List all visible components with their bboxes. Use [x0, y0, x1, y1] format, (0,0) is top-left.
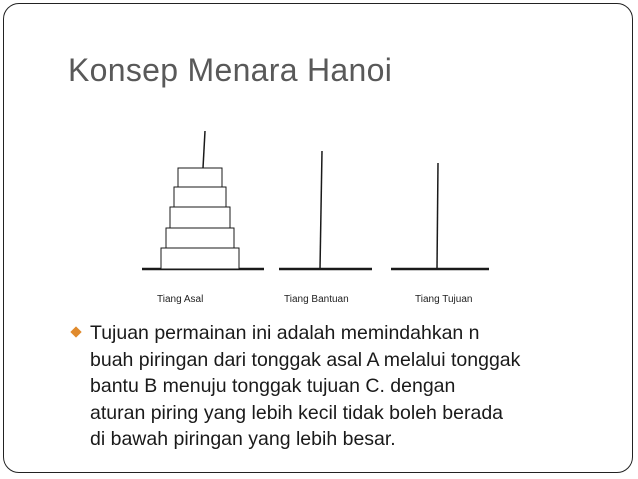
disk-1 [178, 168, 222, 187]
disk-3 [170, 207, 230, 228]
source-rod [203, 131, 205, 168]
peg-label-auxiliary: Tiang Bantuan [284, 294, 349, 305]
body-text: Tujuan permainan ini adalah memindahkan n buah piringan dari tonggak asal A melalui tonggak bantu B menuju tonggak tujuan C. dengan aturan piring yang lebih kecil tidak boleh berada di bawah piringan yang lebih besar. [90, 322, 521, 451]
peg-label-destination: Tiang Tujuan [415, 294, 473, 305]
peg-source [142, 131, 264, 269]
slide-title: Konsep Menara Hanoi [68, 52, 393, 88]
auxiliary-rod [320, 151, 322, 269]
disk-2 [174, 187, 226, 207]
peg-auxiliary [279, 151, 372, 269]
diamond-bullet-icon [70, 326, 81, 337]
disk-5 [161, 248, 239, 269]
body-bullet-block [72, 320, 612, 453]
disk-4 [166, 228, 234, 248]
peg-destination [391, 163, 489, 269]
peg-label-source: Tiang Asal [157, 294, 204, 305]
destination-rod [437, 163, 438, 269]
